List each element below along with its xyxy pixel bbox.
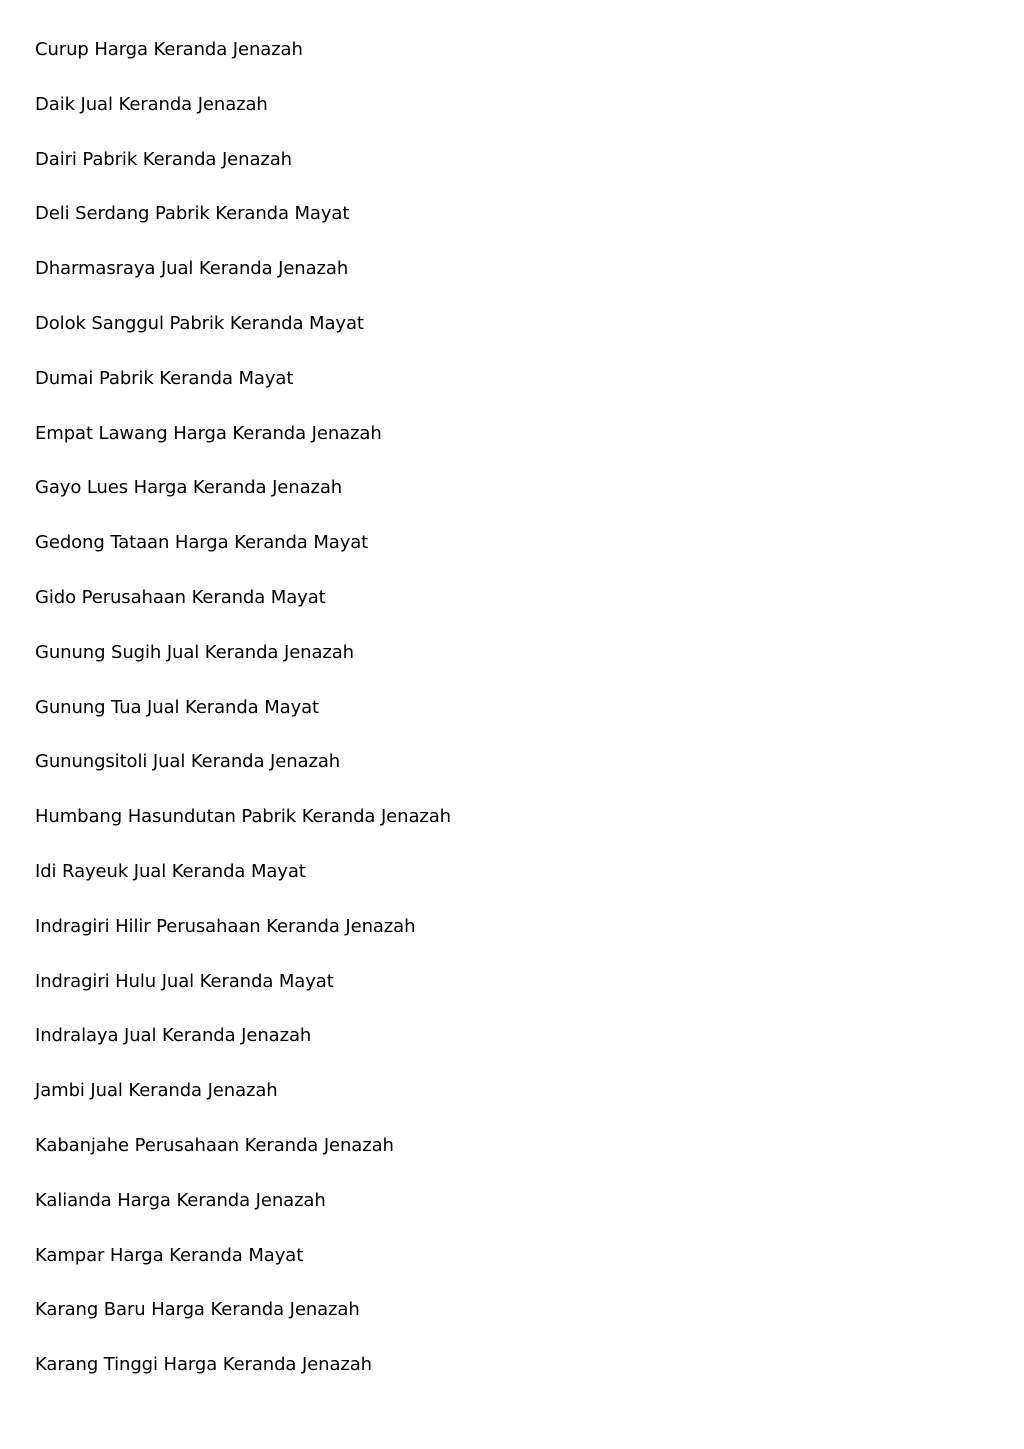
list-item: Jambi Jual Keranda Jenazah	[35, 1080, 278, 1102]
list-item: Gunung Sugih Jual Keranda Jenazah	[35, 641, 354, 663]
list-item: Indralaya Jual Keranda Jenazah	[35, 1025, 312, 1047]
keyword-list	[35, 36, 451, 1406]
list-item: Deli Serdang Pabrik Keranda Mayat	[35, 203, 350, 225]
list-item: Kalianda Harga Keranda Jenazah	[35, 1189, 326, 1211]
list-item: Curup Harga Keranda Jenazah	[35, 39, 303, 60]
list-item: Dolok Sanggul Pabrik Keranda Mayat	[35, 312, 364, 334]
list-item: Dumai Pabrik Keranda Mayat	[35, 367, 294, 389]
list-item: Idi Rayeuk Jual Keranda Mayat	[35, 860, 306, 882]
list-item: Gayo Lues Harga Keranda Jenazah	[35, 477, 343, 499]
list-item: Humbang Hasundutan Pabrik Keranda Jenazah	[35, 806, 451, 828]
list-item: Karang Baru Harga Keranda Jenazah	[35, 1299, 360, 1321]
list-item: Indragiri Hulu Jual Keranda Mayat	[35, 970, 334, 992]
list-item: Indragiri Hilir Perusahaan Keranda Jenazah	[35, 915, 416, 937]
list-item: Daik Jual Keranda Jenazah	[35, 93, 268, 115]
list-item: Gunung Tua Jual Keranda Mayat	[35, 696, 320, 718]
list-item: Gedong Tataan Harga Keranda Mayat	[35, 532, 369, 554]
list-item: Karang Tinggi Harga Keranda Jenazah	[35, 1354, 372, 1376]
list-item: Kabanjahe Perusahaan Keranda Jenazah	[35, 1134, 394, 1156]
list-item: Gido Perusahaan Keranda Mayat	[35, 586, 326, 608]
list-item: Gunungsitoli Jual Keranda Jenazah	[35, 751, 341, 773]
list-item: Dharmasraya Jual Keranda Jenazah	[35, 258, 349, 280]
list-item: Dairi Pabrik Keranda Jenazah	[35, 148, 292, 170]
list-item: Empat Lawang Harga Keranda Jenazah	[35, 422, 382, 444]
list-item: Kampar Harga Keranda Mayat	[35, 1244, 304, 1266]
